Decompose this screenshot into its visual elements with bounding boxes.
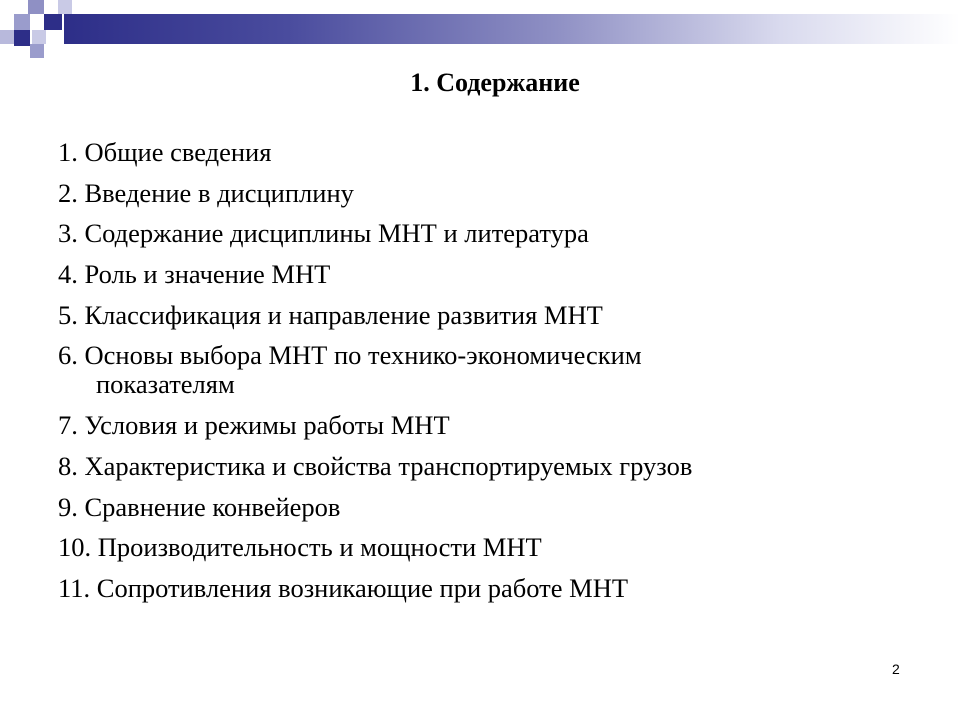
toc-item-text: 3. Содержание дисциплины МНТ и литература: [58, 218, 589, 249]
toc-item-text: 10. Производительность и мощности МНТ: [58, 532, 542, 563]
toc-item-text: 9. Сравнение конвейеров: [58, 491, 341, 522]
slide-title: 1. Содержание: [410, 68, 580, 97]
page-number: 2: [892, 661, 900, 677]
toc-item-text: 7. Условия и режимы работы МНТ: [58, 410, 450, 441]
header-gradient-bar: [64, 14, 960, 44]
toc-item: [58, 177, 918, 209]
toc-item: [58, 409, 918, 441]
toc-item-text: 4. Роль и значение МНТ: [58, 259, 331, 290]
toc-item-continuation: показателям: [96, 369, 235, 400]
table-of-contents: [58, 136, 918, 613]
toc-item-text: 11. Сопротивления возникающие при работе МНТ: [58, 572, 629, 603]
toc-item-text: 2. Введение в дисциплину: [58, 177, 354, 208]
toc-item-text: 6. Основы выбора МНТ по технико-экономическим: [58, 340, 642, 371]
toc-item: [58, 450, 918, 482]
toc-item: [58, 339, 918, 400]
toc-item: [58, 217, 918, 249]
toc-item: [58, 136, 918, 168]
toc-item-text: 5. Классификация и направление развития МНТ: [58, 299, 603, 330]
toc-item: [58, 572, 918, 604]
toc-item-text: 8. Характеристика и свойства транспортируемых грузов: [58, 450, 693, 481]
toc-item: [58, 299, 918, 331]
toc-item-text: 1. Общие сведения: [58, 137, 272, 167]
toc-item: [58, 258, 918, 290]
toc-item: [58, 531, 918, 563]
toc-item: [58, 491, 918, 523]
